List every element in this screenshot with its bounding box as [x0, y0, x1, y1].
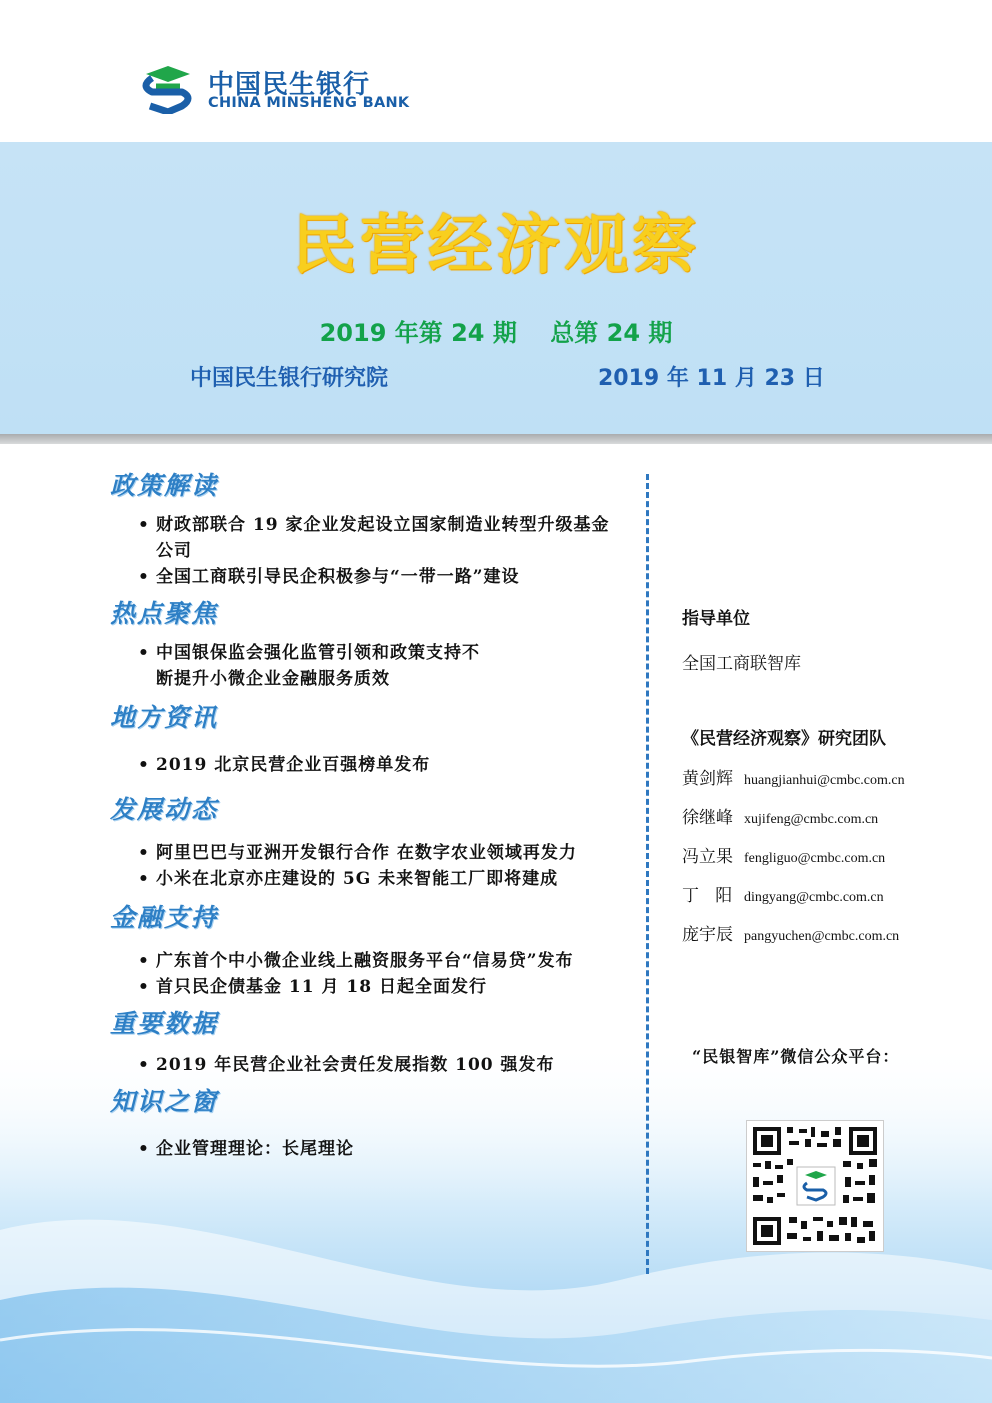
member-name: 丁 阳 [682, 886, 733, 906]
section-title: 金融支持 [110, 903, 219, 932]
team-member [682, 882, 982, 909]
list-item[interactable]: • 2019 北京民营企业百强榜单发布 [138, 752, 630, 778]
section-title: 重要数据 [110, 1009, 219, 1038]
member-name: 冯立果 [682, 847, 733, 867]
header-band-shadow [0, 434, 992, 444]
section-hot-topics [110, 594, 630, 692]
research-team-title: 《民营经济观察》研究团队 [682, 729, 886, 749]
section-local-news [110, 698, 630, 778]
section-development [110, 790, 630, 892]
list-item[interactable]: • 全国工商联引导民企积极参与“一带一路”建设 [138, 564, 630, 590]
member-name: 黄剑辉 [682, 769, 733, 789]
section-title: 知识之窗 [110, 1087, 219, 1116]
member-email[interactable]: pangyuchen@cmbc.com.cn [744, 929, 900, 944]
member-name: 庞宇辰 [682, 925, 733, 945]
sidebar-info [682, 604, 982, 948]
minsheng-logo-icon [138, 64, 198, 114]
bank-logo [138, 62, 418, 118]
publication-title: 民营经济观察 [292, 209, 700, 283]
section-key-data [110, 1004, 630, 1078]
list-item[interactable]: • 2019 年民营企业社会责任发展指数 100 强发布 [138, 1052, 630, 1078]
list-item[interactable]: • 首只民企债基金 11 月 18 日起全面发行 [138, 974, 630, 1000]
list-item[interactable]: • 广东首个中小微企业线上融资服务平台“信易贷”发布 [138, 948, 576, 974]
logo-chinese-name: 中国民生银行 [208, 70, 371, 100]
member-email[interactable]: huangjianhui@cmbc.com.cn [744, 773, 905, 788]
section-financial-support [110, 898, 630, 1000]
list-item[interactable]: • 阿里巴巴与亚洲开发银行合作 在数字农业领域再发力 [138, 840, 596, 866]
contents-list [110, 466, 630, 1166]
guide-unit-value: 全国工商联智库 [682, 654, 801, 674]
member-email[interactable]: xujifeng@cmbc.com.cn [744, 812, 879, 827]
section-title: 发展动态 [110, 795, 219, 824]
member-name: 徐继峰 [682, 808, 733, 828]
logo-english-name: CHINA MINSHENG BANK [208, 95, 410, 111]
section-policy [110, 466, 630, 590]
member-email[interactable]: fengliguo@cmbc.com.cn [744, 851, 886, 866]
header-band [0, 142, 992, 434]
section-knowledge [110, 1082, 630, 1162]
institute-name: 中国民生银行研究院 [190, 366, 389, 391]
list-item[interactable]: • 财政部联合 19 家企业发起设立国家制造业转型升级基金公司 [138, 512, 630, 564]
list-item[interactable]: • 小米在北京亦庄建设的 5G 未来智能工厂即将建成 [138, 866, 630, 892]
list-item[interactable]: • 中国银保监会强化监管引领和政策支持不断提升小微企业金融服务质效 [138, 640, 486, 692]
qr-code-icon [747, 1121, 883, 1251]
section-title: 地方资讯 [110, 703, 219, 732]
team-member [682, 804, 982, 831]
column-divider [646, 474, 649, 1274]
guide-unit-label: 指导单位 [682, 609, 750, 629]
member-email[interactable]: dingyang@cmbc.com.cn [744, 890, 884, 905]
section-title: 热点聚焦 [110, 599, 219, 628]
wechat-platform-label: “民银智库”微信公众平台： [692, 1047, 900, 1066]
team-member [682, 765, 982, 792]
wechat-qr-code[interactable] [746, 1120, 884, 1252]
section-title: 政策解读 [110, 471, 219, 500]
issue-number: 2019 年第 24 期 总第 24 期 [319, 319, 673, 347]
publication-date: 2019 年 11 月 23 日 [598, 366, 825, 391]
list-item[interactable]: • 企业管理理论：长尾理论 [138, 1136, 630, 1162]
team-member [682, 843, 982, 870]
team-member [682, 921, 982, 948]
